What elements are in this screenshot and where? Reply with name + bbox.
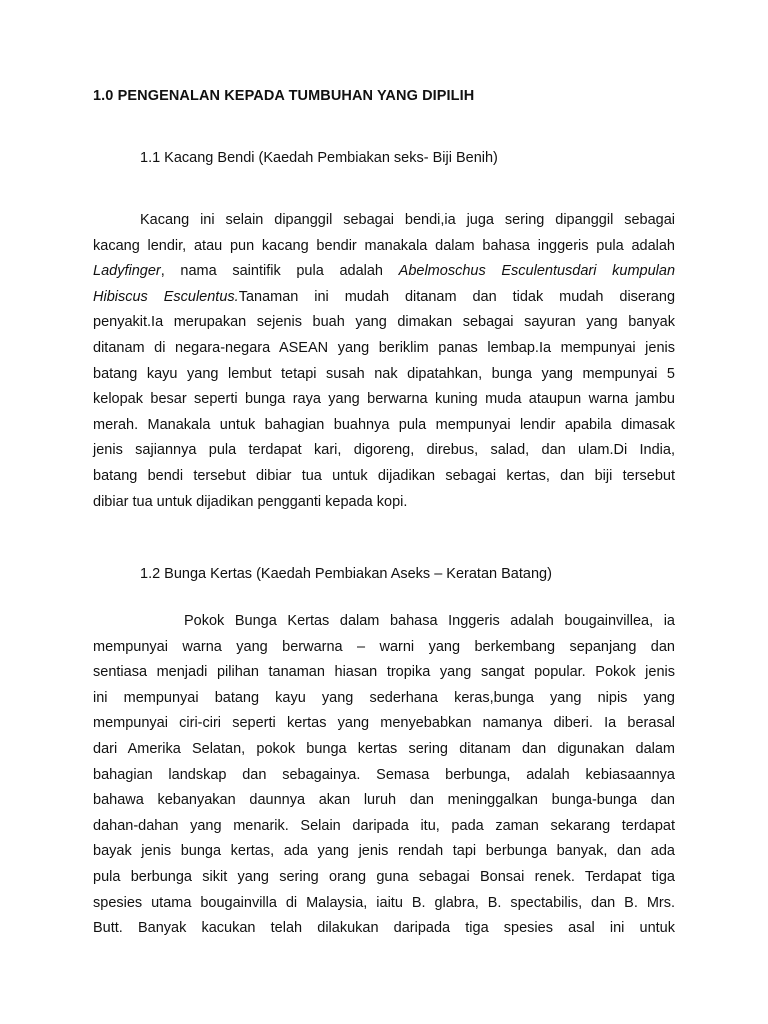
- italic-term: Ladyfinger: [93, 263, 161, 280]
- paragraph-line: dibiar tua untuk dijadikan pengganti kepada kopi.: [93, 493, 408, 510]
- paragraph-line: jenis sajiannya pula terdapat kari, digoreng, direbus, salad, dan ulam.Di India,: [93, 442, 675, 459]
- paragraph-line: batang bendi tersebut dibiar tua untuk dijadikan sebagai kertas, dan biji tersebut: [93, 467, 675, 484]
- section-2-heading: 1.2 Bunga Kertas (Kaedah Pembiakan Aseks – Keratan Batang): [140, 566, 552, 582]
- italic-term: Abelmoschus Esculentusdari kumpulan: [398, 263, 676, 280]
- paragraph-line: penyakit.Ia merupakan sejenis buah yang dimakan sebagai sayuran yang banyak: [93, 314, 675, 331]
- paragraph-line: bahawa kebanyakan daunnya akan luruh dan meninggalkan bunga-bunga dan: [93, 792, 675, 809]
- section-2-paragraph: [93, 609, 675, 942]
- main-heading: 1.0 PENGENALAN KEPADA TUMBUHAN YANG DIPILIH: [93, 88, 475, 104]
- paragraph-line: mempunyai ciri-ciri seperti kertas yang menyebabkan namanya diberi. Ia berasal: [93, 715, 675, 732]
- paragraph-line: batang kayu yang lembut tetapi susah nak dipatahkan, bunga yang mempunyai 5: [93, 365, 675, 382]
- paragraph-line: [93, 259, 675, 285]
- paragraph-line: Butt. Banyak kacukan telah dilakukan daripada tiga spesies asal ini untuk: [93, 920, 675, 937]
- paragraph-line: kacang lendir, atau pun kacang bendir manakala dalam bahasa inggeris pula adalah: [93, 237, 675, 254]
- paragraph-line: dahan-dahan yang menarik. Selain daripada itu, pada zaman sekarang terdapat: [93, 817, 675, 834]
- paragraph-line: [93, 285, 675, 311]
- paragraph-line: kelopak besar seperti bunga raya yang berwarna kuning muda ataupun warna jambu: [93, 391, 675, 408]
- section-1-heading: 1.1 Kacang Bendi (Kaedah Pembiakan seks- Biji Benih): [140, 150, 498, 166]
- paragraph-line: pula berbunga sikit yang sering orang guna sebagai Bonsai renek. Terdapat tiga: [93, 868, 675, 885]
- paragraph-text: , nama saintifik pula adalah: [160, 263, 399, 280]
- paragraph-line: bahagian landskap dan sebagainya. Semasa berbunga, adalah kebiasaannya: [93, 766, 675, 783]
- paragraph-line: mempunyai warna yang berwarna – warni yang berkembang sepanjang dan: [93, 638, 675, 655]
- section-1-paragraph: [93, 208, 675, 515]
- paragraph-line: spesies utama bougainvilla di Malaysia, iaitu B. glabra, B. spectabilis, dan B. Mrs.: [93, 894, 675, 911]
- paragraph-line: dari Amerika Selatan, pokok bunga kertas sering ditanam dan digunakan dalam: [93, 740, 675, 757]
- paragraph-line: bayak jenis bunga kertas, ada yang jenis rendah tapi berbunga banyak, dan ada: [93, 843, 675, 860]
- paragraph-line: sentiasa menjadi pilihan tanaman hiasan tropika yang sangat popular. Pokok jenis: [93, 664, 675, 681]
- paragraph-line: merah. Manakala untuk bahagian buahnya pula mempunyai lendir apabila dimasak: [93, 416, 675, 433]
- paragraph-line: Pokok Bunga Kertas dalam bahasa Inggeris adalah bougainvillea, ia: [184, 613, 675, 629]
- paragraph-line: ditanam di negara-negara ASEAN yang beriklim panas lembap.Ia mempunyai jenis: [93, 339, 675, 356]
- paragraph-line: Kacang ini selain dipanggil sebagai bendi,ia juga sering dipanggil sebagai: [140, 212, 675, 228]
- italic-term: Hibiscus Esculentus.: [93, 288, 239, 305]
- paragraph-line: ini mempunyai batang kayu yang sederhana keras,bunga yang nipis yang: [93, 689, 675, 706]
- paragraph-text: Tanaman ini mudah ditanam dan tidak mudah diserang: [238, 288, 676, 305]
